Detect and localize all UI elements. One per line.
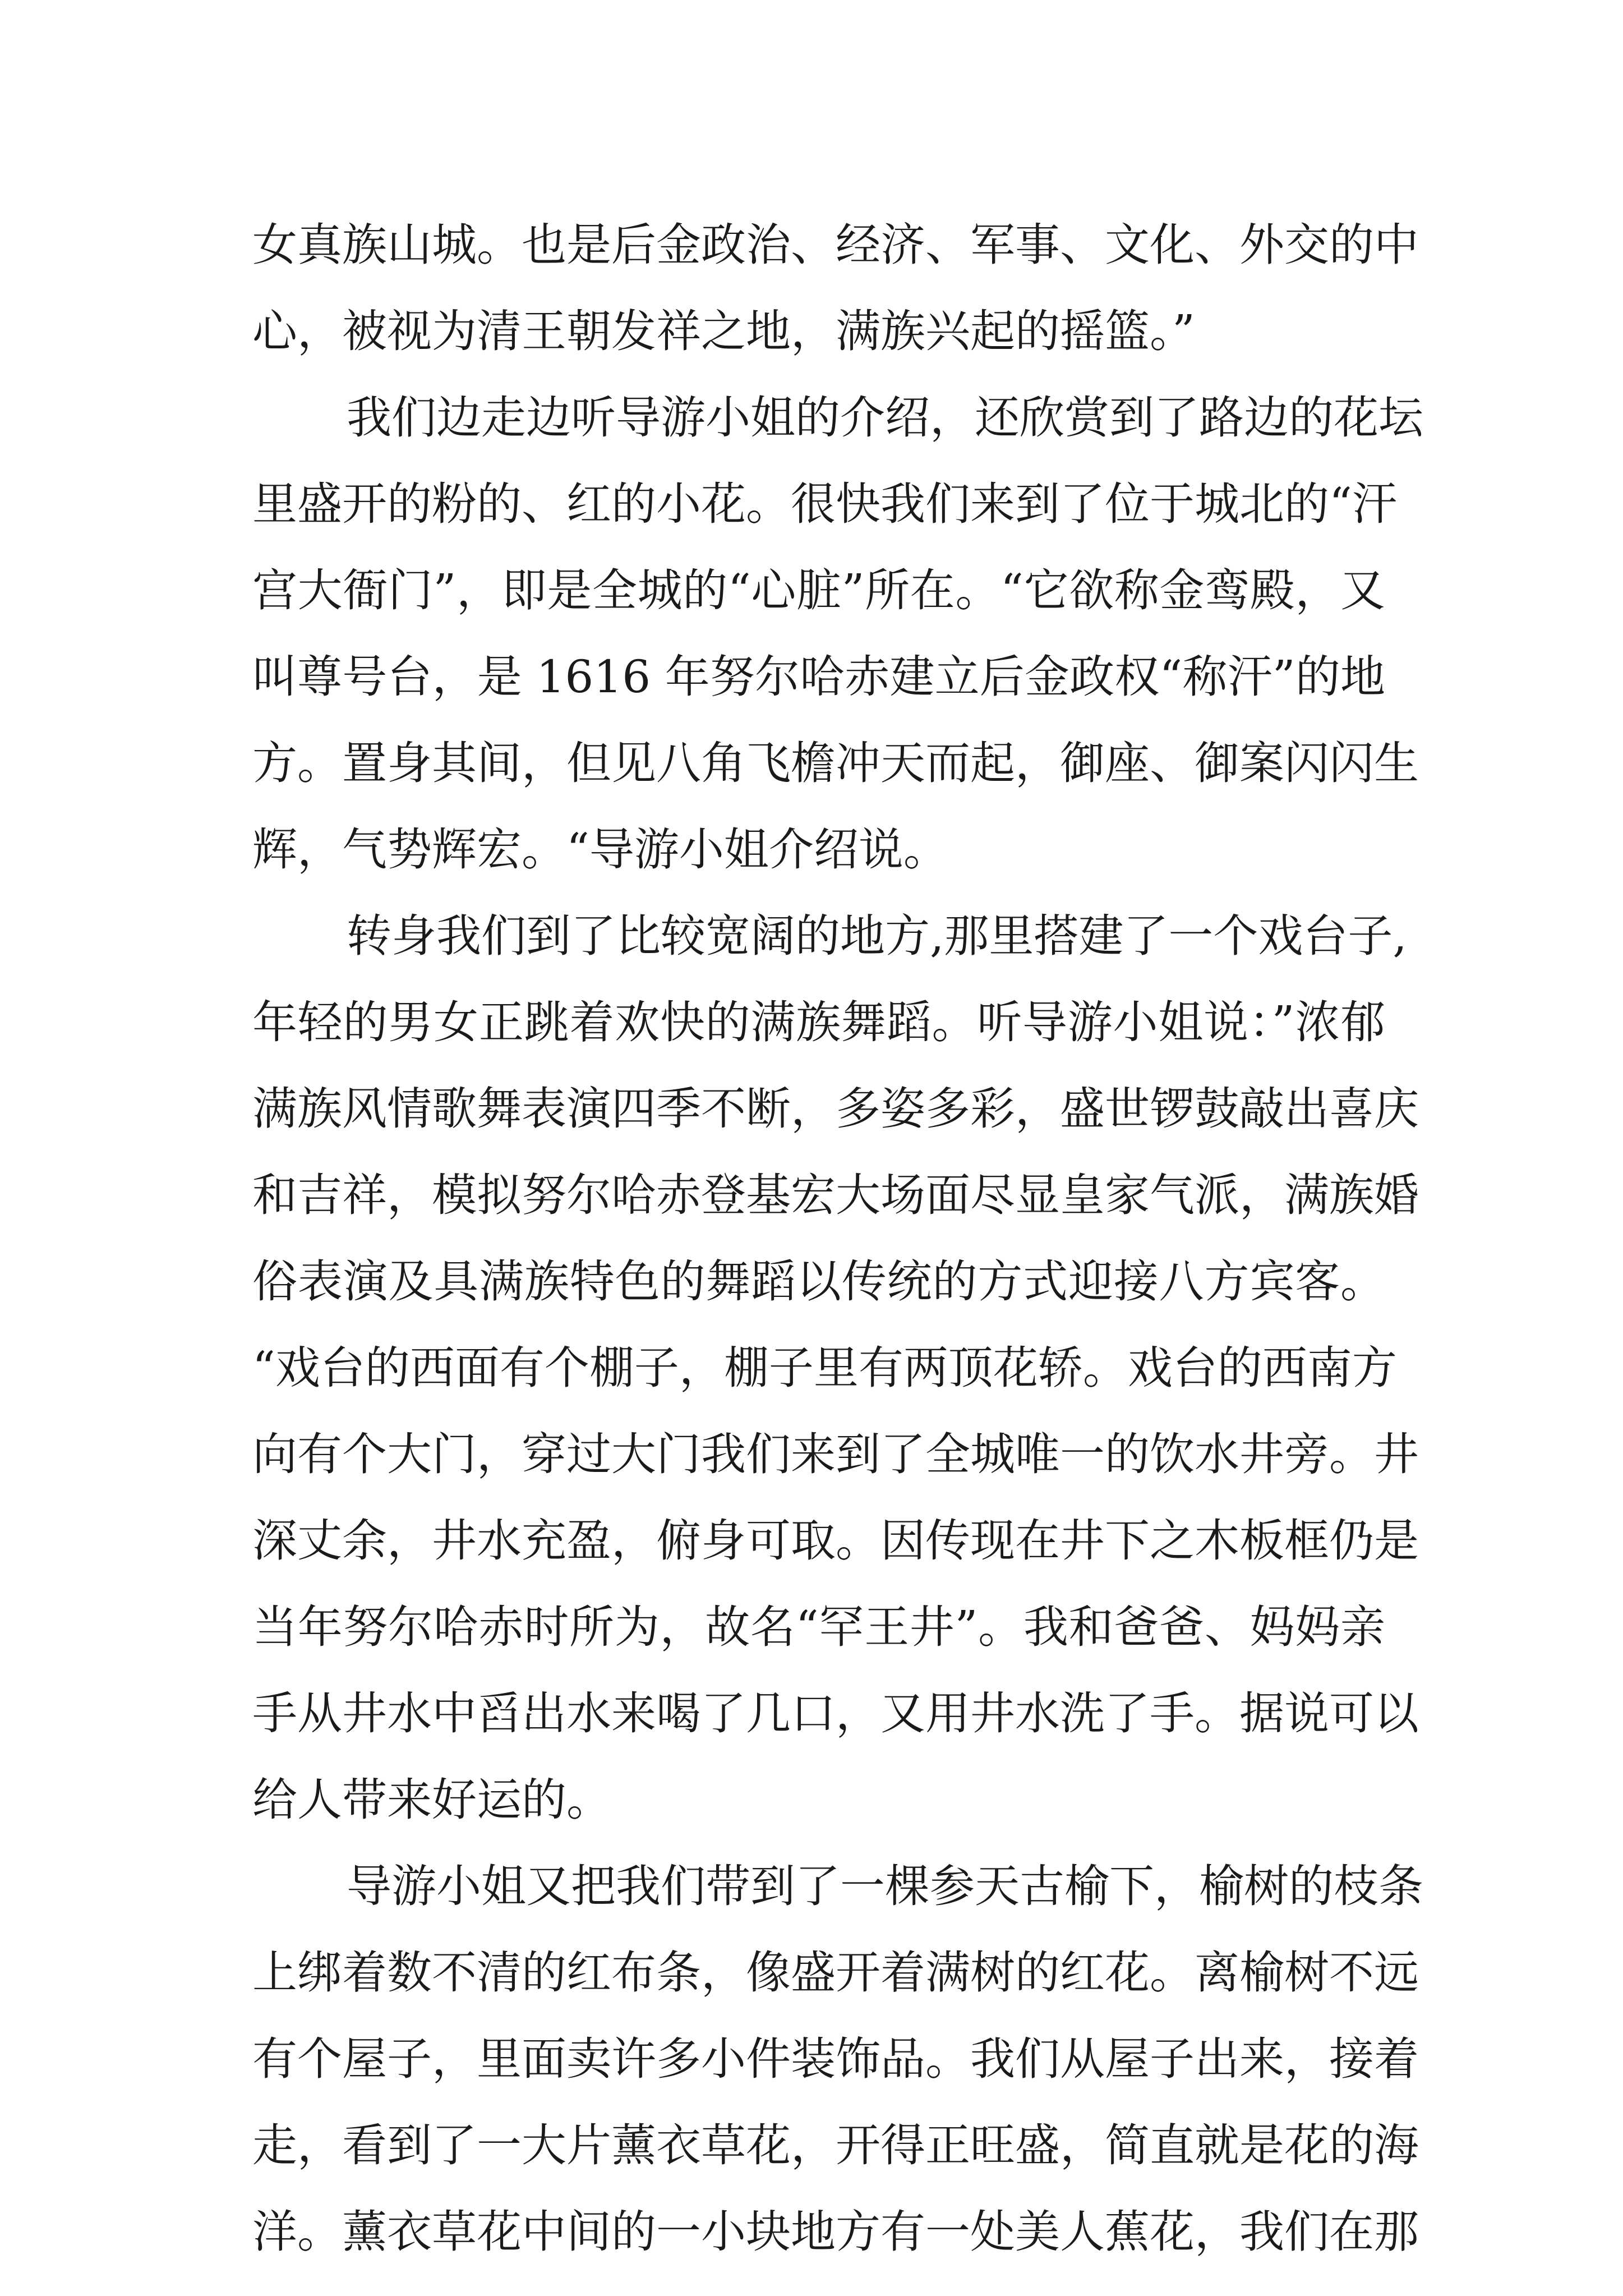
body-text: [252, 202, 1423, 2275]
text-line: 洋。薰衣草花中间的一小块地方有一处美人蕉花，我们在那: [252, 2206, 1419, 2258]
text-line: “戏台的西面有个棚子，棚子里有两顶花轿。戏台的西南方: [252, 1342, 1397, 1394]
paragraph-first-line: 导游小姐又把我们带到了一棵参天古榆下，榆树的枝条: [347, 1860, 1423, 1912]
text-line: 里盛开的粉的、红的小花。很快我们来到了位于城北的“汗: [252, 478, 1397, 530]
text-line: 有个屋子，里面卖许多小件装饰品。我们从屋子出来，接着: [252, 2033, 1419, 2085]
text-line: 叫尊号台，是 1616 年努尔哈赤建立后金政权“称汗”的地: [252, 651, 1385, 703]
text-line: 走，看到了一大片薰衣草花，开得正旺盛，简直就是花的海: [252, 2119, 1419, 2171]
text-line: 辉，气势辉宏。“导游小姐介绍说。: [252, 823, 948, 876]
text-line: 和吉祥，模拟努尔哈赤登基宏大场面尽显皇家气派，满族婚: [252, 1169, 1419, 1221]
text-line: 年轻的男女正跳着欢快的满族舞蹈。听导游小姐说：”浓郁: [252, 996, 1385, 1048]
paragraph-first-line: 转身我们到了比较宽阔的地方,那里搭建了一个戏台子,: [347, 910, 1407, 962]
text-line: 方。置身其间，但见八角飞檐冲天而起，御座、御案闪闪生: [252, 737, 1419, 789]
text-line: 满族风情歌舞表演四季不断，多姿多彩，盛世锣鼓敲出喜庆: [252, 1083, 1419, 1135]
text-line: 深丈余，井水充盈，俯身可取。因传现在井下之木板框仍是: [252, 1515, 1419, 1567]
text-line: 俗表演及具满族特色的舞蹈以传统的方式迎接八方宾客。: [252, 1255, 1385, 1308]
text-line: 上绑着数不清的红布条，像盛开着满树的红花。离榆树不远: [252, 1947, 1419, 1999]
text-line: 给人带来好运的。: [252, 1774, 611, 1826]
paragraph-first-line: 我们边走边听导游小姐的介绍，还欣赏到了路边的花坛: [347, 392, 1423, 444]
text-line: 女真族山城。也是后金政治、经济、军事、文化、外交的中: [252, 219, 1419, 271]
text-line: 向有个大门，穿过大门我们来到了全城唯一的饮水井旁。井: [252, 1428, 1419, 1480]
text-line: 心，被视为清王朝发祥之地，满族兴起的摇篮。”: [252, 305, 1195, 357]
text-line: 当年努尔哈赤时所为，故名“罕王井”。我和爸爸、妈妈亲: [252, 1601, 1385, 1653]
text-line: 手从井水中舀出水来喝了几口，又用井水洗了手。据说可以: [252, 1687, 1419, 1740]
text-line: 宫大衙门”，即是全城的“心脏”所在。“它欲称金鸾殿，又: [252, 564, 1385, 616]
